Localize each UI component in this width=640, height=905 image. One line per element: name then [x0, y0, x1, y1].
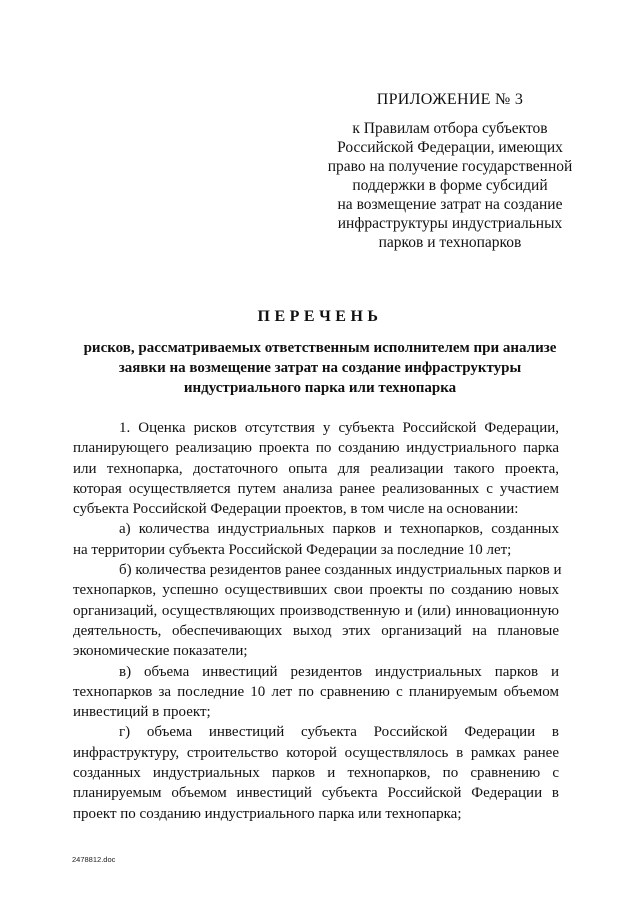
paragraph-b: [73, 560, 562, 661]
heading-subtitle-line: заявки на возмещение затрат на создание инфраструктуры: [118, 360, 522, 376]
text-line: деятельность, обеспечивающих выход этих организаций на плановые: [73, 622, 559, 639]
text-line: инвестиций в проект;: [73, 704, 211, 721]
text-line: планируемым объемом инвестиций субъекта Российской Федерации в: [73, 785, 559, 802]
text-line: технопарков, успешно осуществивших свои проекты по созданию новых: [73, 582, 559, 599]
appendix-block: [300, 90, 600, 252]
paragraph-v: [73, 662, 559, 723]
text-line: которая осуществляется путем анализа ранее реализованных с участием: [73, 480, 559, 497]
paragraph-1: [73, 418, 559, 519]
heading-subtitle-line: рисков, рассматриваемых ответственным исполнителем при анализе: [83, 340, 557, 356]
heading-subtitle-line: индустриального парка или технопарка: [183, 380, 457, 396]
text-line: проект по созданию индустриального парка или технопарка;: [73, 805, 462, 822]
text-line: субъекта Российской Федерации проектов, в том числе на основании:: [73, 501, 519, 518]
text-line: технопарков за последние 10 лет по сравнению с планируемым объемом: [73, 683, 559, 700]
appendix-line: Российской Федерации, имеющих: [337, 139, 563, 156]
appendix-line: на возмещение затрат на создание: [337, 196, 563, 213]
appendix-line: поддержки в форме субсидий: [352, 177, 548, 194]
document-body: [73, 418, 562, 824]
text-line: созданных индустриальных парков и технопарков, по сравнению с: [73, 765, 559, 782]
text-line: экономические показатели;: [73, 643, 248, 660]
text-line: в) объема инвестиций резидентов индустриальных парков и: [119, 663, 559, 680]
appendix-line: парков и технопарков: [378, 234, 522, 251]
paragraph-a: [73, 519, 559, 560]
appendix-line: к Правилам отбора субъектов: [352, 120, 548, 137]
text-line: б) количества резидентов ранее созданных индустриальных парков и: [119, 562, 562, 579]
appendix-line: право на получение государственной: [327, 158, 573, 175]
appendix-title: ПРИЛОЖЕНИЕ № 3: [376, 91, 524, 108]
text-line: на территории субъекта Российской Федерации за последние 10 лет;: [73, 541, 512, 558]
text-line: организаций, осуществляющих производственную и (или) инновационную: [73, 602, 559, 619]
text-line: а) количества индустриальных парков и технопарков, созданных: [119, 521, 559, 538]
document-heading: [60, 308, 580, 398]
appendix-line: инфраструктуры индустриальных: [337, 215, 563, 232]
text-line: или технопарка, достаточного опыта для реализации такого проекта,: [73, 460, 559, 477]
text-line: 1. Оценка рисков отсутствия у субъекта Российской Федерации,: [119, 420, 559, 436]
text-line: планирующего реализацию проекта по созданию индустриального парка: [73, 440, 559, 457]
document-file-id: 2478812.doc: [72, 855, 116, 864]
paragraph-g: [73, 722, 559, 823]
text-line: инфраструктуру, строительство которой осуществлялось в рамках ранее: [73, 744, 559, 761]
text-line: г) объема инвестиций субъекта Российской Федерации в: [119, 724, 559, 741]
heading-title: ПЕРЕЧЕНЬ: [257, 308, 383, 325]
